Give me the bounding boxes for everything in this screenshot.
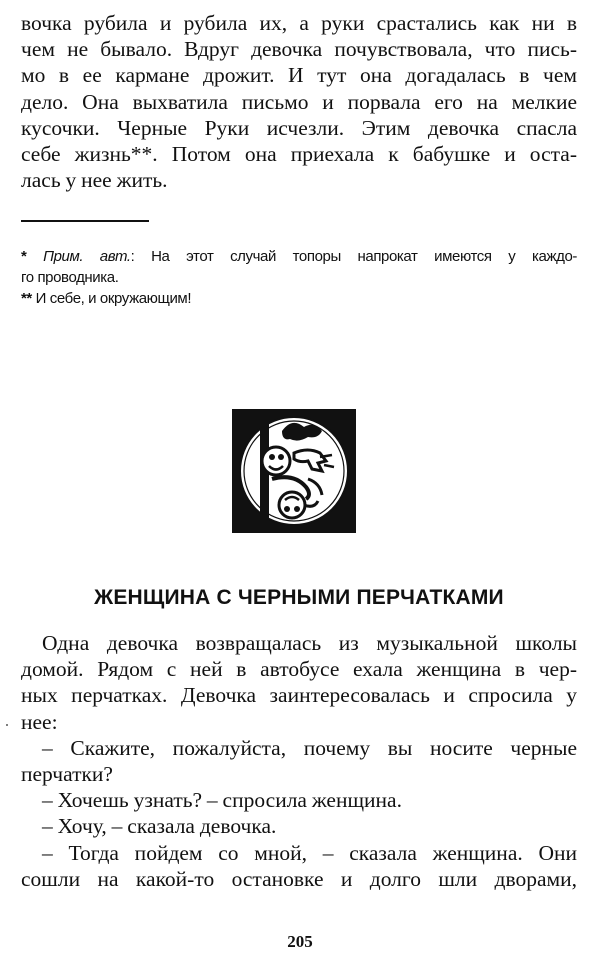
footnote-separator bbox=[21, 220, 149, 222]
text-line: дело. Она выхватила письмо и порвала его на мелкие bbox=[21, 89, 577, 114]
text-line: перчатки? bbox=[21, 761, 113, 786]
text-line: мо в ее кармане дрожит. И тут она догадалась в чем bbox=[21, 63, 577, 88]
story-text bbox=[21, 630, 577, 892]
top-paragraph bbox=[21, 10, 577, 193]
ornament-emblem-icon bbox=[232, 409, 356, 533]
text-line: вочка рубила и рубила их, а руки срастались как ни в bbox=[21, 11, 577, 35]
footnote-1-line-1 bbox=[21, 246, 577, 267]
page-number: 205 bbox=[287, 932, 313, 951]
text-line: – Скажите, пожалуйста, почему вы носите черные bbox=[42, 735, 577, 760]
footnote-text: И себе, и окружающим! bbox=[35, 290, 192, 307]
text-line: – Хочешь узнать? – спросила женщина. bbox=[42, 788, 402, 813]
text-line: чем не бывало. Вдруг девочка почувствовала, что пись- bbox=[21, 37, 577, 62]
text-line: – Хочу, – сказала девочка. bbox=[42, 814, 277, 839]
text-line: домой. Рядом с ней в автобусе ехала женщина в чер- bbox=[21, 657, 577, 682]
text-line: лась у нее жить. bbox=[21, 168, 168, 193]
text-line: себе жизнь**. Потом она приехала к бабушке и оста- bbox=[21, 141, 577, 166]
text-line: кусочки. Черные Руки исчезли. Этим девочка спасла bbox=[21, 115, 577, 140]
text-line: ных перчатках. Девочка заинтересовалась и спросила у bbox=[21, 683, 577, 708]
text-line: Одна девочка возвращалась из музыкальной школы bbox=[42, 631, 577, 655]
footnotes bbox=[21, 246, 577, 309]
footnote-text: : На этот случай топоры напрокат имеются у каждо- bbox=[130, 248, 577, 265]
footnote-1-line-2: го проводника. bbox=[21, 269, 119, 286]
story-title: ЖЕНЩИНА С ЧЕРНЫМИ ПЕРЧАТКАМИ bbox=[94, 586, 504, 609]
text-line: сошли на какой-то остановке и долго шли дворами, bbox=[21, 866, 577, 891]
footnote-2 bbox=[21, 288, 577, 309]
footnote-marker: * bbox=[21, 248, 44, 265]
text-line: – Тогда пойдем со мной, – сказала женщина. Они bbox=[42, 840, 577, 865]
text-line: нее: bbox=[21, 709, 58, 734]
footnote-marker: ** bbox=[21, 290, 36, 307]
scan-speck bbox=[6, 724, 8, 726]
footnote-label: Прим. авт. bbox=[43, 248, 131, 265]
